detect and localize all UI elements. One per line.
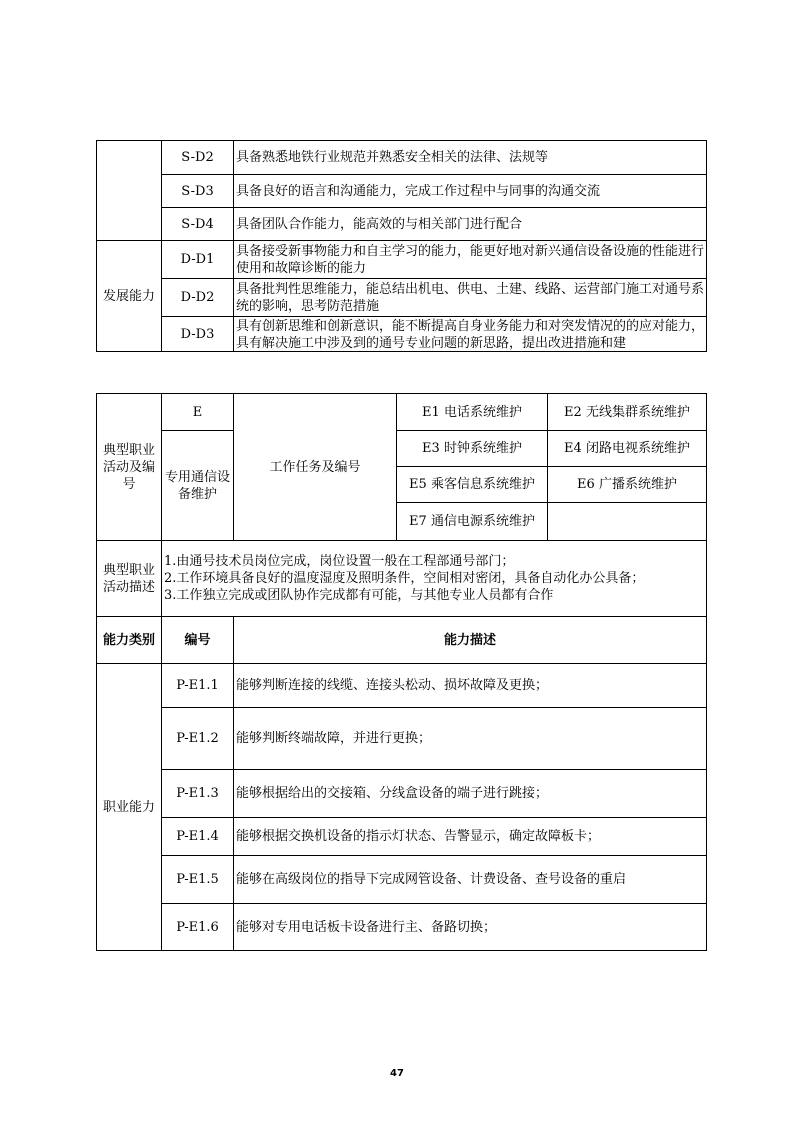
ability-text: 能够对专用电话板卡设备进行主、备路切换；	[234, 904, 707, 951]
task-item: E5 乘客信息系统维护	[397, 467, 548, 503]
ability-text: 能够根据交换机设备的指示灯状态、告警显示，确定故障板卡；	[234, 818, 707, 856]
ability-code: P-E1.3	[162, 770, 234, 818]
ability-text: 具有创新思维和创新意识，能不断提高自身业务能力和对突发情况的的应对能力，具有解决施工中涉及到的通号专业问题的新思路，提出改进措施和建	[236, 319, 704, 351]
ability-text: 能够在高级岗位的指导下完成网管设备、计费设备、查号设备的重启	[234, 856, 707, 904]
ability-text: 能够判断连接的线缆、连接头松动、损坏故障及更换；	[234, 664, 707, 708]
category-label: 发展能力	[97, 241, 162, 352]
description-content	[162, 541, 707, 617]
ability-code: D-D1	[162, 241, 234, 279]
ability-text: 具备良好的语言和沟通能力，完成工作过程中与同事的沟通交流	[234, 175, 707, 208]
description-line: 3.工作独立完成或团队协作完成都有可能，与其他专业人员都有合作	[164, 588, 554, 603]
ability-code: P-E1.6	[162, 904, 234, 951]
ability-text: 具备团队合作能力，能高效的与相关部门进行配合	[234, 208, 707, 241]
task-item: E2 无线集群系统维护	[548, 394, 707, 431]
ability-category-label: 职业能力	[97, 664, 162, 951]
ability-code: P-E1.2	[162, 708, 234, 770]
task-item: E3 时钟系统维护	[397, 431, 548, 467]
task-item: E7 通信电源系统维护	[397, 503, 548, 541]
task-item: E4 闭路电视系统维护	[548, 431, 707, 467]
ability-code: S-D3	[162, 175, 234, 208]
occupational-activity-table	[96, 393, 707, 951]
header-code: 编号	[162, 617, 234, 664]
activity-label: 典型职业活动及编号	[97, 394, 162, 541]
ability-text: 能够判断终端故障，并进行更换；	[234, 708, 707, 770]
ability-code: D-D3	[162, 317, 234, 352]
ability-code: P-E1.1	[162, 664, 234, 708]
ability-text: 具备接受新事物能力和自主学习的能力，能更好地对新兴通信设备设施的性能进行使用和故障诊断的能力	[234, 241, 707, 279]
ability-code: P-E1.4	[162, 818, 234, 856]
task-item: E6 广播系统维护	[548, 467, 707, 503]
header-description: 能力描述	[234, 617, 707, 664]
ability-code: S-D2	[162, 141, 234, 175]
task-item: E1 电话系统维护	[397, 394, 548, 431]
ability-table-continued	[96, 140, 707, 352]
task-label: 工作任务及编号	[234, 394, 397, 541]
page-number: 47	[390, 1068, 404, 1079]
category-cell-empty	[97, 141, 162, 241]
ability-text: 具备批判性思维能力，能总结出机电、供电、土建、线路、运营部门施工对通号系统的影响，思考防范措施	[234, 279, 707, 317]
description-line: 2.工作环境具备良好的温度湿度及照明条件，空间相对密闭，具备自动化办公具备；	[164, 571, 645, 586]
activity-code: E	[162, 394, 234, 431]
ability-code: S-D4	[162, 208, 234, 241]
header-category: 能力类别	[97, 617, 162, 664]
ability-code: P-E1.5	[162, 856, 234, 904]
ability-text: 具备熟悉地铁行业规范并熟悉安全相关的法律、法规等	[234, 141, 707, 175]
description-label: 典型职业活动描述	[97, 541, 162, 617]
ability-text: 能够根据给出的交接箱、分线盒设备的端子进行跳接；	[234, 770, 707, 818]
description-line: 1.由通号技术员岗位完成，岗位设置一般在工程部通号部门；	[164, 554, 515, 569]
activity-name: 专用通信设备维护	[162, 431, 234, 541]
ability-code: D-D2	[162, 279, 234, 317]
empty-cell	[548, 503, 707, 541]
